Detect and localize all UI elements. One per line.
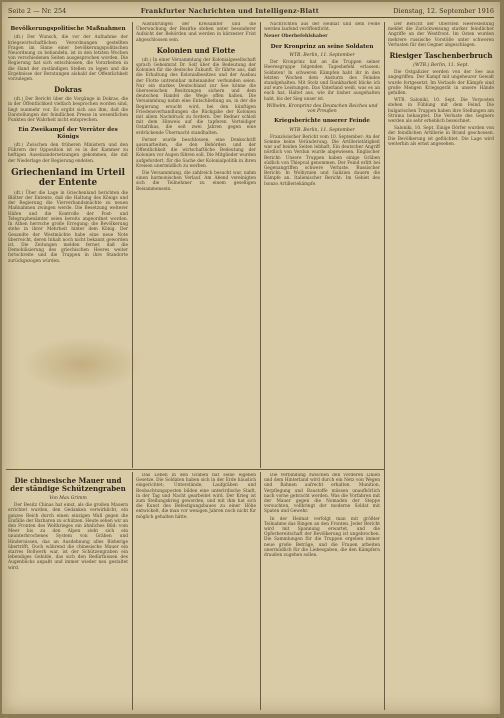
- section-rule: [6, 469, 384, 470]
- article-text: (dt.) Der Bericht über die Vorgänge in Dokras, die in der Öffentlichkeit vielfach besprochen worden sind, liegt nunmehr vor. Es ergibt sich aus ihm, daß die Darstellungen der feindlichen Presse in wesentlichen Punkten der Wahrheit nicht entsprechen.: [8, 97, 128, 124]
- article-dateline: WTB. Berlin, 11. September: [289, 127, 355, 133]
- article-heading: Bevölkerungspolitische Maßnahmen: [10, 26, 126, 32]
- feuilleton-heading: Die chinesische Mauer und der ständige Schützengraben: [10, 476, 126, 493]
- column-3: [264, 22, 380, 467]
- header-page-number: Seite 2 — Nr. 254: [8, 7, 67, 15]
- article-heading: Riesiger Taschenberbruch: [389, 51, 493, 61]
- article-heading: Dokras: [54, 85, 82, 95]
- column-rule: [384, 22, 385, 710]
- column-rule: [260, 472, 261, 710]
- feuilleton-column-1: [8, 473, 128, 709]
- column-rule: [260, 22, 261, 468]
- column-rule: [132, 472, 133, 710]
- article-dateline: WTB. Berlin, 11. September: [289, 53, 355, 59]
- article-text: Die Verbindung zwischen den vorderen Linien und dem Hinterland wird durch ein Netz von Wegen und Bahnen aufrecht erhalten. Munition, Verpflegung und Baustoffe müssen unaufhörlich nach vorne gebracht werden. Was die Vorfahren mit der Mauer gegen die Nomaden der Steppe versuchten, vollbringt der moderne Soldat mit Spaten und Gewehr.: [264, 473, 380, 515]
- article-text: Die Versammlung, die zahlreich besucht war, nahm einen harmonischen Verlauf. Am Abend vereinigten sich die Teilnehmer zu einem geselligen Beisammensein.: [136, 171, 256, 192]
- feuilleton-author: Von Max Grimm: [49, 496, 87, 501]
- article-text: (dt.) In einer Versammlung der Kolonialgesellschaft sprach Geheimrat Dr. Solf über die Bedeutung der Kolonien für die deutsche Zukunft. Er führte aus, daß die Erhaltung des Kolonialbesitzes und der Ausbau der Flotte untrennbar miteinander verbunden seien. Nur ein starkes Deutschland zur See könne die überseeischen Besitzungen sichern und dem deutschen Handel die Wege offen halten. Die Versammlung nahm eine Entschließung an, in der die Regierung ersucht wird, bei den künftigen Friedensverhandlungen die Rückgabe der Kolonien mit allem Nachdruck zu fordern. Der Redner schloß mit dem Hinweis auf die tapferen Verteidiger Ostafrikas, die seit zwei Jahren gegen eine erdrückende Übermacht standhalten.: [136, 57, 256, 136]
- article-text: Französischer Bericht vom 10. September: An der Somme keine Veränderung. Die Artillerietätigkeit war auf beiden Seiten lebhaft. Ein deutscher Angriff nördlich von Verdun wurde abgewiesen. Englischer Bericht: Unsere Truppen haben einige Gräben südlich von Thiepval genommen. Der Feind erlitt bei Gegenangriffen schwere Verluste. Russischer Bericht: In Wolhynien und Galizien dauern die Kämpfe an. Italienischer Bericht: Im Gebiet des Isonzo Artilleriekämpfe.: [264, 134, 380, 187]
- article-heading: Kriegsberichte unserer Feinde: [274, 118, 370, 125]
- article-text: Ferner wurde beschlossen, eine Denkschrift auszuarbeiten, die den Behörden und der Öffentlichkeit die wirtschaftliche Bedeutung der Kolonien vor Augen führen soll. Die Mitglieder wurden aufgefordert, für die Sache der Kolonialpolitik in ihren Kreisen unermüdlich zu werben.: [136, 137, 256, 169]
- article-text: Ausführungen der Kreisämter und die Überwachung der Bezirke stehen unter besonderer Aufsicht der Behörden und werden in kürzester Frist abgeschlossen sein.: [136, 22, 256, 43]
- article-heading: Kolonien und Flotte: [156, 45, 236, 55]
- feuilleton-column-3: [264, 473, 380, 709]
- dateline: Neuer Oberbefehlshaber: [264, 34, 328, 40]
- article-text: Die Ostgalizier werden von der See aus angegriffen. Der Kampf mit ungeheurer Gewalt wurde fortgesetzt. Im Verlaufe der Kämpfe sind große Mengen Kriegsgerät in unsere Hände gefallen.: [388, 70, 494, 97]
- article-text: Saloniki, 10. Sept. Einige Dörfer wurden von der feindlichen Artillerie in Brand geschossen. Die Bevölkerung ist geflüchtet. Die Lage wird weiterhin als ernst angesehen.: [388, 126, 494, 147]
- column-rule: [132, 22, 133, 468]
- article-text: Das Leben in den Gräben hat seine eigenen Gesetze. Die Soldaten haben sich in der Erde häuslich eingerichtet; Unterstände, Laufgräben und Beobachtungsposten bilden eine unterirdische Stadt, in der Tag und Nacht gearbeitet wird. Der Krieg ist zum Stellungskrieg geworden, und mit ihm hat sich die Kunst des Befestigungsbaues zu einer Höhe entwickelt, die man vor wenigen Jahren noch nicht für möglich gehalten hätte.: [136, 473, 256, 520]
- article-heading: Ein Zweikampf der Verräter des Königs: [18, 127, 118, 140]
- article-dateline: (WTB.) Berlin, 11. Sept.: [413, 63, 469, 69]
- article-text: (dt.) Der Wunsch, die vor der Aufnahme der kriegswirtschaftlichen Verordnungen gestellten Fragen im Sinne einer bevölkerungspolitischen Neuordnung zu behandeln, ist in den letzten Wochen von verschiedenen Seiten ausgesprochen worden. Die Regierung hat sich entschlossen, die Vorarbeiten in die Hand der zuständigen Stellen zu legen und die Ergebnisse der Beratungen alsbald der Öffentlichkeit vorzulegen.: [8, 35, 128, 83]
- article-text: Der Besitz Chinas hat einst, als die großen Mauern errichtet wurden, den Gedanken verwirklicht, ein ganzes Reich durch einen einzigen Wall gegen die Einfälle der Barbaren zu schützen. Heute sehen wir an den Fronten des Weltkrieges ein ähnliches Bild: vom Meer bis zu den Alpen zieht sich ein ununterbrochenes System von Gräben und Hindernissen, das an Ausdehnung alles Bisherige übertrifft. Doch während die chinesische Mauer ein starres Bollwerk war, ist der Schützengraben ein lebendiges Gebilde, das sich den Bedürfnissen des Augenblicks anpaßt und immer wieder neu gestaltet wird.: [8, 503, 128, 571]
- header-date: Dienstag, 12. September 1916: [393, 7, 494, 15]
- article-text: In der Heimat verfolgt man mit größter Teilnahme das Ringen an den Fronten. Jeder Bericht wird mit Spannung erwartet, und die Opferbereitschaft der Bevölkerung ist ungebrochen. Die Sammlungen für die Truppen ergeben immer neue große Beträge, und die Frauen arbeiten unermüdlich für die Liebesgaben, die den Kämpfern draußen zugehen sollen.: [264, 516, 380, 559]
- article-text: (dt.) Zwischen den früheren Ministern und den Führern der Opposition ist es in der Kammer zu heftigen Auseinandersetzungen gekommen, die mit der Niederlage der Regierung endeten.: [8, 143, 128, 164]
- article-heading: Der Kronprinz an seine Soldaten: [270, 43, 374, 50]
- column-4: [388, 22, 494, 708]
- article-text: Nachrichten aus der Heimat und dem Felde werden laufend veröffentlicht.: [264, 22, 380, 33]
- newspaper-page: [2, 2, 500, 714]
- article-text: (dt.) Über die Lage in Griechenland berichten die Blätter der Entente, daß die Haltung des Königs und der Regierung die Vierverbandsmächte zu neuen Maßnahmen zwingen werde. Die Besetzung weiterer Häfen und die Kontrolle der Post- und Telegraphenämter seien bereits angeordnet worden. In Athen herrsche große Erregung; die Bevölkerung stehe in ihrer Mehrheit hinter dem König. Der Gesandte der Westmächte habe eine neue Note überreicht, deren Inhalt noch nicht bekannt geworden ist. Die Zeitungen melden ferner, daß die Demobilisierung des griechischen Heeres weiter fortschreite und die Truppen in ihre Standorte zurückgezogen würden.: [8, 190, 128, 264]
- header-masthead: Frankfurter Nachrichten und Intelligenz-Blatt: [140, 7, 319, 15]
- article-text: Der Bericht der Obersten Heeresleitung meldet die Zurückweisung starker feindlicher Angriffe an der Westfront. Im Osten wurden mehrere russische Vorstöße unter schweren Verlusten für den Gegner abgeschlagen.: [388, 22, 494, 48]
- article-text: WTB. Saloniki, 10. Sept. Die Vorposten stehen in Fühlung mit dem Feind. Die bulgarischen Truppen haben ihre Stellungen am Struma behauptet. Die Verluste des Gegners werden als sehr erheblich bezeichnet.: [388, 98, 494, 125]
- column-2: [136, 22, 256, 467]
- article-heading: Griechenland im Urteil der Entente: [11, 167, 125, 188]
- page-header: [8, 5, 494, 18]
- feuilleton-column-2: [136, 473, 256, 709]
- column-1: [8, 22, 128, 467]
- signature: Wilhelm, Kronprinz des Deutschen Reiches und von Preußen: [266, 103, 378, 115]
- article-text: Der Kronprinz hat an die Truppen seiner Heeresgruppe folgenden Tagesbefehl erlassen: Soldaten! In schweren Kämpfen habt ihr in den letzten Wochen dem Ansturm des Feindes standgehalten. Mit Stolz und Dankbarkeit blicke ich auf eure Leistungen. Das Vaterland weiß, was es an euch hat. Haltet aus, wie ihr bisher ausgehalten habt, bis der Sieg unser ist.: [264, 60, 380, 102]
